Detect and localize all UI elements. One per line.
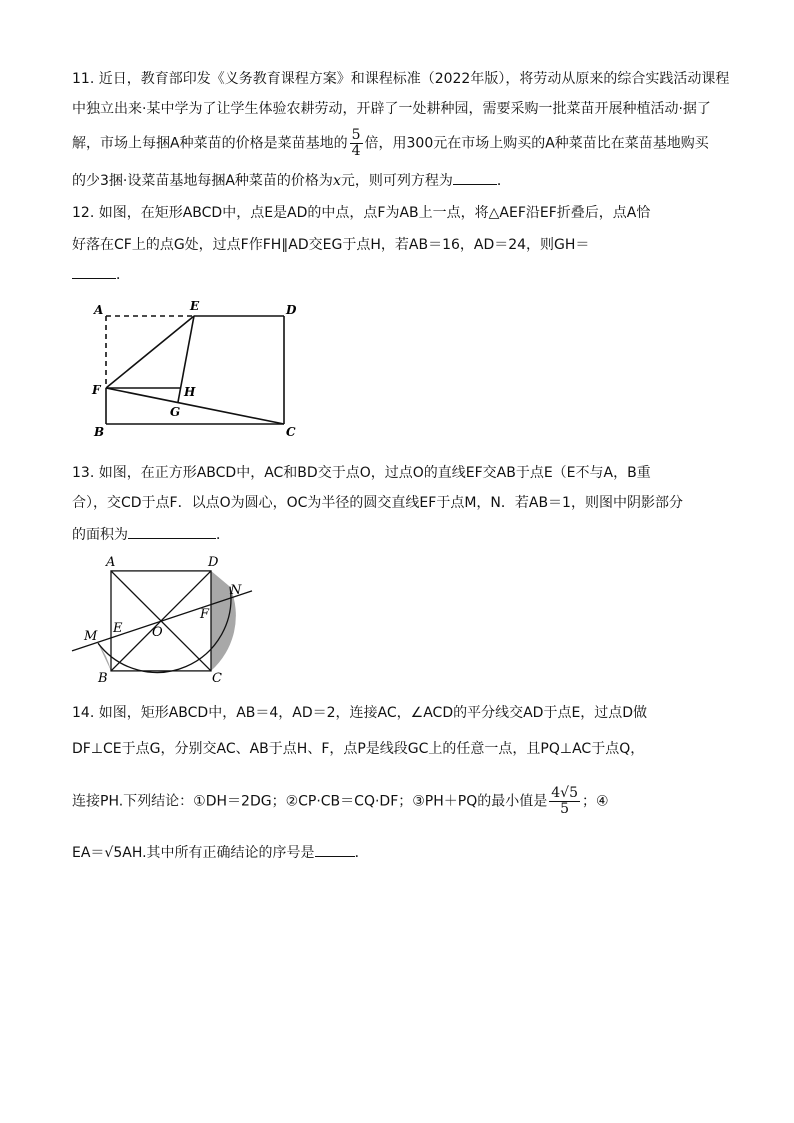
q11-end: ． xyxy=(496,173,511,189)
q14-line-3 xyxy=(72,786,609,817)
q13-label-C: C xyxy=(212,671,222,686)
q11-frac-den: 4 xyxy=(351,143,361,159)
q13-label-D: D xyxy=(208,555,219,570)
q11-line-4-text-a: 的少3捆·设菜苗基地每捆A种菜苗的价格为 xyxy=(72,173,333,189)
q12-label-D: D xyxy=(286,303,297,317)
q12-label-G: G xyxy=(170,405,181,419)
q13-label-O: O xyxy=(152,625,163,640)
q11-line-4 xyxy=(72,170,511,190)
q13-line-3-text: 的面积为 xyxy=(72,527,128,543)
q12-line-2: 好落在CF上的点G处，过点F作FH∥AD交EG于点H，若AB＝16，AD＝24，则GH＝ xyxy=(72,237,590,253)
q12-label-F: F xyxy=(92,383,101,397)
q13-end: ． xyxy=(216,527,230,543)
q12-end: ． xyxy=(116,267,130,283)
q13-figure xyxy=(68,552,268,702)
q14-frac-num: 4√5 xyxy=(551,785,578,801)
q13-label-A: A xyxy=(106,555,116,570)
q13-line-1: 13. 如图，在正方形ABCD中，AC和BD交于点O，过点O的直线EF交AB于点E（E不与A，B重 xyxy=(72,465,651,481)
q12-label-C: C xyxy=(286,425,296,439)
q13-label-E: E xyxy=(113,621,123,636)
q11-line-3 xyxy=(72,128,709,159)
q12-label-E: E xyxy=(190,299,200,313)
q13-label-N: N xyxy=(230,583,242,598)
q11-frac-num: 5 xyxy=(351,127,361,143)
q14-line-4 xyxy=(72,842,369,862)
q14-line-2: DF⊥CE于点G，分别交AC、AB于点H、F，点P是线段GC上的任意一点，且PQ⊥AC于点Q， xyxy=(72,741,645,757)
q12-segment-FE xyxy=(106,316,194,388)
q12-label-B: B xyxy=(94,425,105,439)
q13-label-F: F xyxy=(200,607,210,622)
q12-label-A: A xyxy=(94,303,104,317)
q13-label-M: M xyxy=(84,629,98,644)
q14-line-3-text-a: 连接PH.下列结论：①DH＝2DG；②CP·CB＝CQ·DF；③PH＋PQ的最小值是 xyxy=(72,793,548,810)
q14-frac-den: 5 xyxy=(560,801,570,817)
q14-line-4-text: EA＝√5AH.其中所有正确结论的序号是 xyxy=(72,845,315,861)
q11-line-2: 中独立出来·某中学为了让学生体验农耕劳动，开辟了一处耕种园，需要采购一批菜苗开展种植活动·据了 xyxy=(72,101,711,117)
q12-answer-blank[interactable] xyxy=(72,264,116,279)
q13-line-2: 合），交CD于点F．以点O为圆心，OC为半径的圆交直线EF于点M，N．若AB＝1，则图中阴影部分 xyxy=(72,495,683,511)
q12-figure xyxy=(86,298,306,444)
q11-line-1: 11. 近日，教育部印发《义务教育课程方案》和课程标准（2022年版），将劳动从原来的综合实践活动课程 xyxy=(72,71,730,87)
q13-shaded-left xyxy=(98,643,111,671)
q11-line-4-text-b: 元，则可列方程为 xyxy=(340,173,453,189)
q14-fraction xyxy=(549,786,580,817)
q14-end: ． xyxy=(354,845,369,861)
q11-var-x: x xyxy=(332,173,341,189)
q12-line-1: 12. 如图，在矩形ABCD中，点E是AD的中点，点F为AB上一点，将△AEF沿EF折叠后，点A恰 xyxy=(72,205,651,221)
q13-line-3 xyxy=(72,524,230,544)
q11-answer-blank[interactable] xyxy=(453,170,497,185)
q11-line-3-text-b: 倍，用300元在市场上购买的A种菜苗比在菜苗基地购买 xyxy=(364,135,709,152)
q11-line-3-text-a: 解，市场上每捆A种菜苗的价格是菜苗基地的 xyxy=(72,135,348,152)
q12-line-3 xyxy=(72,264,130,284)
q14-answer-blank[interactable] xyxy=(315,842,355,857)
q14-line-1: 14. 如图，矩形ABCD中，AB＝4，AD＝2，连接AC，∠ACD的平分线交AD于点E，过点D做 xyxy=(72,705,648,721)
q12-label-H: H xyxy=(184,385,196,399)
q13-answer-blank[interactable] xyxy=(128,524,216,539)
q13-label-B: B xyxy=(98,671,108,686)
q11-fraction xyxy=(350,128,363,159)
q14-line-3-text-b: ；④ xyxy=(581,793,609,810)
